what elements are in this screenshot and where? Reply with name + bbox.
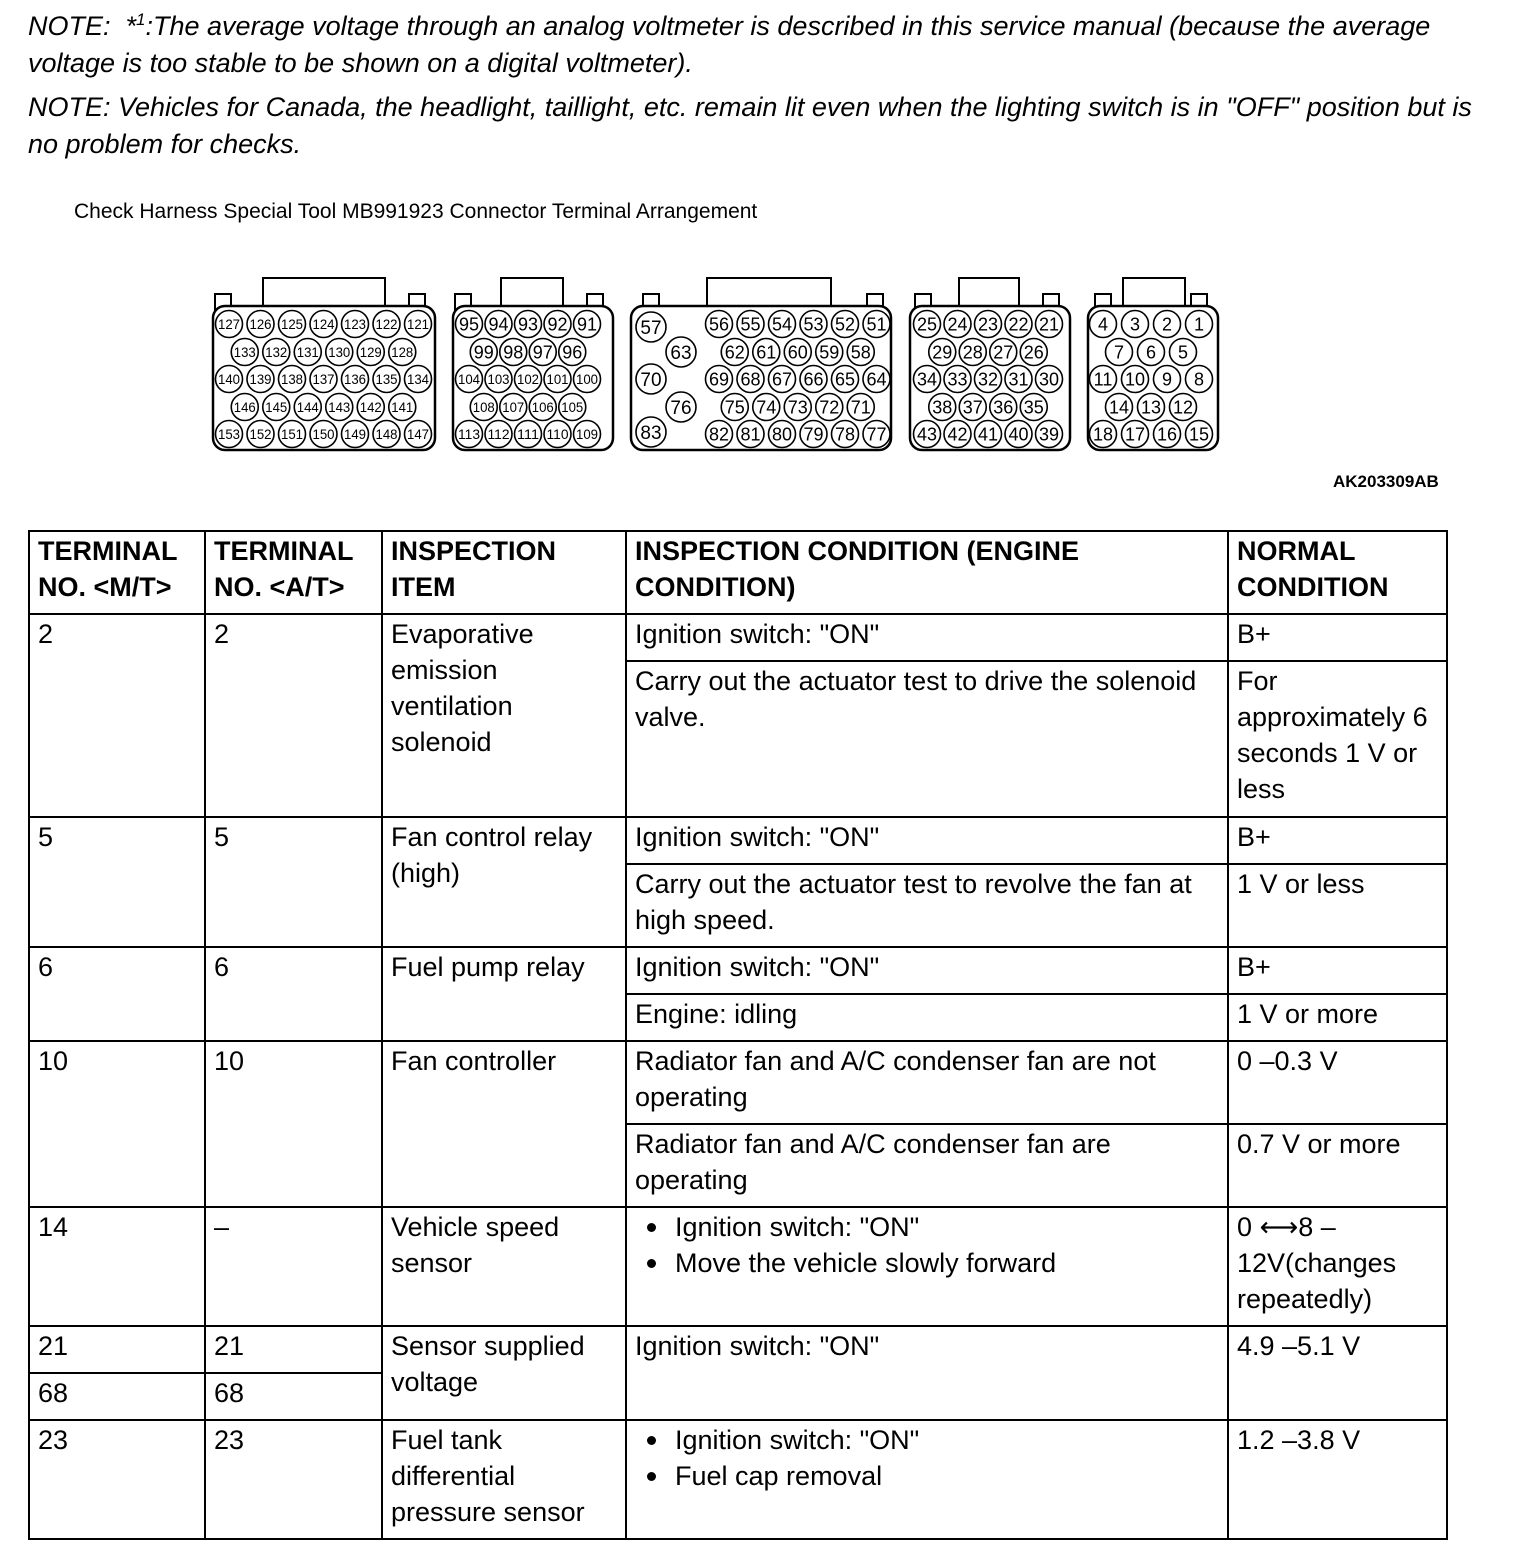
terminal-label: 106: [531, 399, 554, 416]
connector-lock: [263, 278, 385, 306]
cell-at: –: [205, 1207, 382, 1326]
connector-terminal-diagram: [205, 268, 1235, 458]
terminal-label: 138: [281, 371, 304, 388]
terminal-label: 13: [1140, 397, 1162, 418]
terminal-label: 152: [249, 426, 272, 443]
terminal-label: 101: [546, 371, 569, 388]
cell-normal: 1 V or more: [1228, 994, 1447, 1041]
terminal-label: 129: [359, 344, 382, 361]
terminal-label: 33: [947, 369, 968, 390]
cell-condition: Carry out the actuator test to drive the solenoid valve.: [626, 661, 1228, 817]
terminal-label: 110: [546, 426, 569, 443]
terminal-label: 61: [756, 342, 777, 363]
terminal-label: 30: [1038, 369, 1060, 390]
terminal-label: 93: [517, 314, 539, 335]
cell-normal: 1.2 –3.8 V: [1228, 1420, 1447, 1539]
terminal-label: 78: [834, 424, 856, 445]
cell-condition: Radiator fan and A/C condenser fan are not operating: [626, 1041, 1228, 1124]
terminal-label: 91: [576, 314, 598, 335]
terminal-label: 28: [962, 342, 983, 363]
terminal-label: 23: [977, 314, 999, 335]
terminal-label: 32: [977, 369, 999, 390]
cell-item: Vehicle speed sensor: [382, 1207, 626, 1326]
cell-item: Sensor supplied voltage: [382, 1326, 626, 1420]
terminal-label: 139: [249, 371, 272, 388]
terminal-label: 147: [407, 426, 430, 443]
terminal-label: 8: [1193, 369, 1205, 390]
connector-e: [1088, 278, 1218, 450]
list-item: Ignition switch: "ON": [675, 1422, 1219, 1458]
terminal-label: 27: [993, 342, 1014, 363]
terminal-label: 51: [866, 314, 887, 335]
table-row: [29, 1207, 1447, 1326]
table-row: [29, 1326, 1447, 1373]
terminal-label: 63: [670, 343, 692, 364]
terminal-label: 77: [866, 424, 887, 445]
terminal-label: 94: [488, 314, 509, 335]
cell-mt: 68: [29, 1373, 205, 1420]
terminal-label: 4: [1097, 314, 1109, 335]
terminal-label: 11: [1093, 369, 1113, 390]
terminal-label: 132: [265, 344, 288, 361]
table-row: [29, 947, 1447, 994]
cell-mt: 21: [29, 1326, 205, 1373]
cell-condition: Ignition switch: "ON": [626, 817, 1228, 864]
terminal-label: 58: [850, 342, 871, 363]
terminal-label: 56: [708, 314, 730, 335]
terminal-label: 92: [547, 314, 568, 335]
terminal-label: 140: [218, 371, 241, 388]
terminal-label: 53: [803, 314, 824, 335]
cell-at: 10: [205, 1041, 382, 1207]
header-terminal-mt: TERMINAL NO. <M/T>: [29, 531, 205, 614]
diagram-title: Check Harness Special Tool MB991923 Connector Terminal Arrangement: [74, 200, 758, 223]
terminal-label: 57: [640, 318, 662, 339]
terminal-label: 126: [249, 316, 272, 333]
terminal-label: 109: [576, 426, 599, 443]
terminal-label: 71: [850, 397, 871, 418]
terminal-label: 131: [296, 344, 319, 361]
table-row: [29, 614, 1447, 661]
cell-at: 21: [205, 1326, 382, 1373]
terminal-label: 76: [670, 398, 692, 419]
cell-normal: 0 ⟷8 – 12V(changes repeatedly): [1228, 1207, 1447, 1326]
terminal-label: 24: [947, 314, 968, 335]
terminal-label: 25: [916, 314, 938, 335]
terminal-label: 137: [312, 371, 335, 388]
cell-normal: 0 –0.3 V: [1228, 1041, 1447, 1124]
terminal-label: 103: [487, 371, 510, 388]
terminal-label: 121: [407, 316, 430, 333]
terminal-label: 127: [218, 316, 241, 333]
condition-list: [635, 1422, 1219, 1494]
terminal-label: 151: [281, 426, 304, 443]
header-inspection-item: INSPECTION ITEM: [382, 531, 626, 614]
terminal-label: 43: [916, 424, 938, 445]
terminal-label: 128: [391, 344, 414, 361]
connector-lock: [501, 278, 563, 306]
terminal-label: 62: [724, 342, 745, 363]
terminal-label: 70: [640, 370, 662, 391]
terminal-label: 29: [932, 342, 953, 363]
terminal-label: 14: [1108, 397, 1130, 418]
connector-lock: [959, 278, 1019, 306]
terminal-label: 122: [375, 316, 398, 333]
terminal-label: 67: [771, 369, 793, 390]
terminal-label: 3: [1129, 314, 1141, 335]
terminal-label: 37: [962, 397, 983, 418]
terminal-label: 149: [344, 426, 367, 443]
terminal-label: 5: [1177, 342, 1189, 363]
terminal-label: 42: [947, 424, 968, 445]
terminal-label: 81: [740, 424, 761, 445]
note-text: :The average voltage through an analog voltmeter is described in this service manual (because the average voltage is too stable to be shown on a digital voltmeter).: [28, 11, 1431, 78]
terminal-label: 18: [1092, 424, 1114, 445]
terminal-label: 141: [391, 399, 414, 416]
terminal-label: 123: [344, 316, 367, 333]
cell-at: 6: [205, 947, 382, 1041]
terminal-label: 105: [561, 399, 584, 416]
cell-mt: 2: [29, 614, 205, 817]
cell-condition: [626, 1420, 1228, 1539]
connector-lock: [707, 278, 831, 306]
terminal-label: 36: [993, 397, 1014, 418]
cell-condition: Ignition switch: "ON": [626, 947, 1228, 994]
terminal-label: 55: [740, 314, 761, 335]
table-row: [29, 817, 1447, 864]
cell-item: Fan controller: [382, 1041, 626, 1207]
header-inspection-condition: INSPECTION CONDITION (ENGINE CONDITION): [626, 531, 1228, 614]
terminal-label: 135: [375, 371, 398, 388]
cell-normal: B+: [1228, 947, 1447, 994]
cell-condition: Ignition switch: "ON": [626, 1326, 1228, 1420]
terminal-label: 79: [803, 424, 824, 445]
cell-condition: [626, 1207, 1228, 1326]
terminal-label: 134: [407, 371, 430, 388]
terminal-label: 73: [787, 397, 808, 418]
terminal-label: 64: [866, 369, 887, 390]
terminal-label: 112: [487, 426, 510, 443]
cell-item: Evaporative emission ventilation solenoid: [382, 614, 626, 817]
terminal-label: 145: [265, 399, 288, 416]
terminal-label: 72: [819, 397, 840, 418]
terminal-label: 31: [1008, 369, 1029, 390]
cell-normal: B+: [1228, 817, 1447, 864]
terminal-label: 98: [503, 342, 524, 363]
cell-normal: 1 V or less: [1228, 864, 1447, 947]
table-row: [29, 1041, 1447, 1124]
cell-item: Fuel tank differential pressure sensor: [382, 1420, 626, 1539]
terminal-label: 100: [576, 371, 599, 388]
cell-at: 68: [205, 1373, 382, 1420]
terminal-label: 95: [458, 314, 480, 335]
terminal-inspection-table: [28, 530, 1448, 1540]
terminal-label: 26: [1023, 342, 1044, 363]
terminal-label: 9: [1161, 369, 1173, 390]
cell-normal: 0.7 V or more: [1228, 1124, 1447, 1207]
note-canada-lighting: NOTE: Vehicles for Canada, the headlight, taillight, etc. remain lit even when the lighting switch is in "OFF" position but is no problem for checks.: [28, 92, 1472, 159]
terminal-label: 66: [803, 369, 824, 390]
terminal-label: 75: [724, 397, 745, 418]
terminal-label: 12: [1172, 397, 1194, 418]
terminal-label: 111: [517, 426, 540, 443]
terminal-label: 15: [1188, 424, 1210, 445]
terminal-label: 40: [1008, 424, 1029, 445]
terminal-label: 107: [502, 399, 525, 416]
terminal-label: 104: [458, 371, 481, 388]
connector-lock: [1123, 278, 1185, 306]
terminal-label: 99: [473, 342, 494, 363]
terminal-label: 22: [1008, 314, 1029, 335]
terminal-label: 54: [771, 314, 793, 335]
footnote-marker: *: [125, 11, 137, 41]
terminal-label: 136: [344, 371, 367, 388]
terminal-label: 39: [1038, 424, 1060, 445]
connector-a: [213, 278, 435, 450]
terminal-label: 60: [787, 342, 808, 363]
terminal-label: 65: [834, 369, 856, 390]
connector-d: [910, 278, 1070, 450]
cell-mt: 23: [29, 1420, 205, 1539]
terminal-label: 96: [562, 342, 583, 363]
cell-condition: Radiator fan and A/C condenser fan are operating: [626, 1124, 1228, 1207]
header-terminal-at: TERMINAL NO. <A/T>: [205, 531, 382, 614]
cell-item: Fan control relay (high): [382, 817, 626, 947]
terminal-label: 153: [218, 426, 241, 443]
terminal-label: 52: [834, 314, 856, 335]
cell-normal: B+: [1228, 614, 1447, 661]
cell-condition: Ignition switch: "ON": [626, 614, 1228, 661]
cell-mt: 10: [29, 1041, 205, 1207]
cell-mt: 6: [29, 947, 205, 1041]
header-normal-condition: NORMAL CONDITION: [1228, 531, 1447, 614]
terminal-label: 113: [458, 426, 481, 443]
cell-at: 5: [205, 817, 382, 947]
terminal-label: 97: [532, 342, 553, 363]
terminal-label: 146: [233, 399, 256, 416]
table-row: [29, 1420, 1447, 1539]
cell-normal: 4.9 –5.1 V: [1228, 1326, 1447, 1420]
cell-mt: 5: [29, 817, 205, 947]
terminal-label: 1: [1193, 314, 1205, 335]
terminal-label: 124: [312, 316, 335, 333]
terminal-label: 17: [1124, 424, 1146, 445]
cell-at: 23: [205, 1420, 382, 1539]
terminal-label: 143: [328, 399, 351, 416]
table-header-row: [29, 531, 1447, 614]
terminal-label: 35: [1023, 397, 1044, 418]
footnote-number: 1: [136, 10, 146, 29]
terminal-label: 34: [916, 369, 938, 390]
figure-code: AK203309AB: [1333, 472, 1439, 491]
terminal-label: 130: [328, 344, 351, 361]
terminal-label: 80: [771, 424, 793, 445]
terminal-label: 133: [233, 344, 256, 361]
terminal-label: 108: [472, 399, 495, 416]
terminal-label: 7: [1113, 342, 1125, 363]
connector-b: [453, 278, 613, 450]
terminal-label: 125: [281, 316, 304, 333]
terminal-label: 38: [932, 397, 953, 418]
cell-item: Fuel pump relay: [382, 947, 626, 1041]
terminal-label: 2: [1161, 314, 1173, 335]
connector-c: [631, 278, 891, 450]
note-average-voltage: [28, 8, 1508, 82]
list-item: Ignition switch: "ON": [675, 1209, 1219, 1245]
terminal-label: 83: [640, 423, 662, 444]
cell-condition: Carry out the actuator test to revolve the fan at high speed.: [626, 864, 1228, 947]
terminal-label: 21: [1038, 314, 1060, 335]
terminal-label: 10: [1124, 369, 1146, 390]
terminal-label: 68: [740, 369, 761, 390]
terminal-label: 41: [977, 424, 999, 445]
terminal-label: 102: [517, 371, 540, 388]
list-item: Move the vehicle slowly forward: [675, 1245, 1219, 1281]
terminal-label: 74: [756, 397, 777, 418]
terminal-label: 148: [375, 426, 398, 443]
terminal-label: 142: [359, 399, 382, 416]
terminal-label: 16: [1156, 424, 1178, 445]
cell-at: 2: [205, 614, 382, 817]
note-label: NOTE:: [28, 11, 111, 41]
cell-normal: For approximately 6 seconds 1 V or less: [1228, 661, 1447, 817]
list-item: Fuel cap removal: [675, 1458, 1219, 1494]
cell-mt: 14: [29, 1207, 205, 1326]
terminal-label: 82: [708, 424, 730, 445]
terminal-label: 69: [708, 369, 730, 390]
terminal-label: 6: [1145, 342, 1157, 363]
terminal-label: 150: [312, 426, 335, 443]
terminal-label: 59: [819, 342, 840, 363]
cell-condition: Engine: idling: [626, 994, 1228, 1041]
condition-list: [635, 1209, 1219, 1281]
terminal-label: 144: [296, 399, 319, 416]
